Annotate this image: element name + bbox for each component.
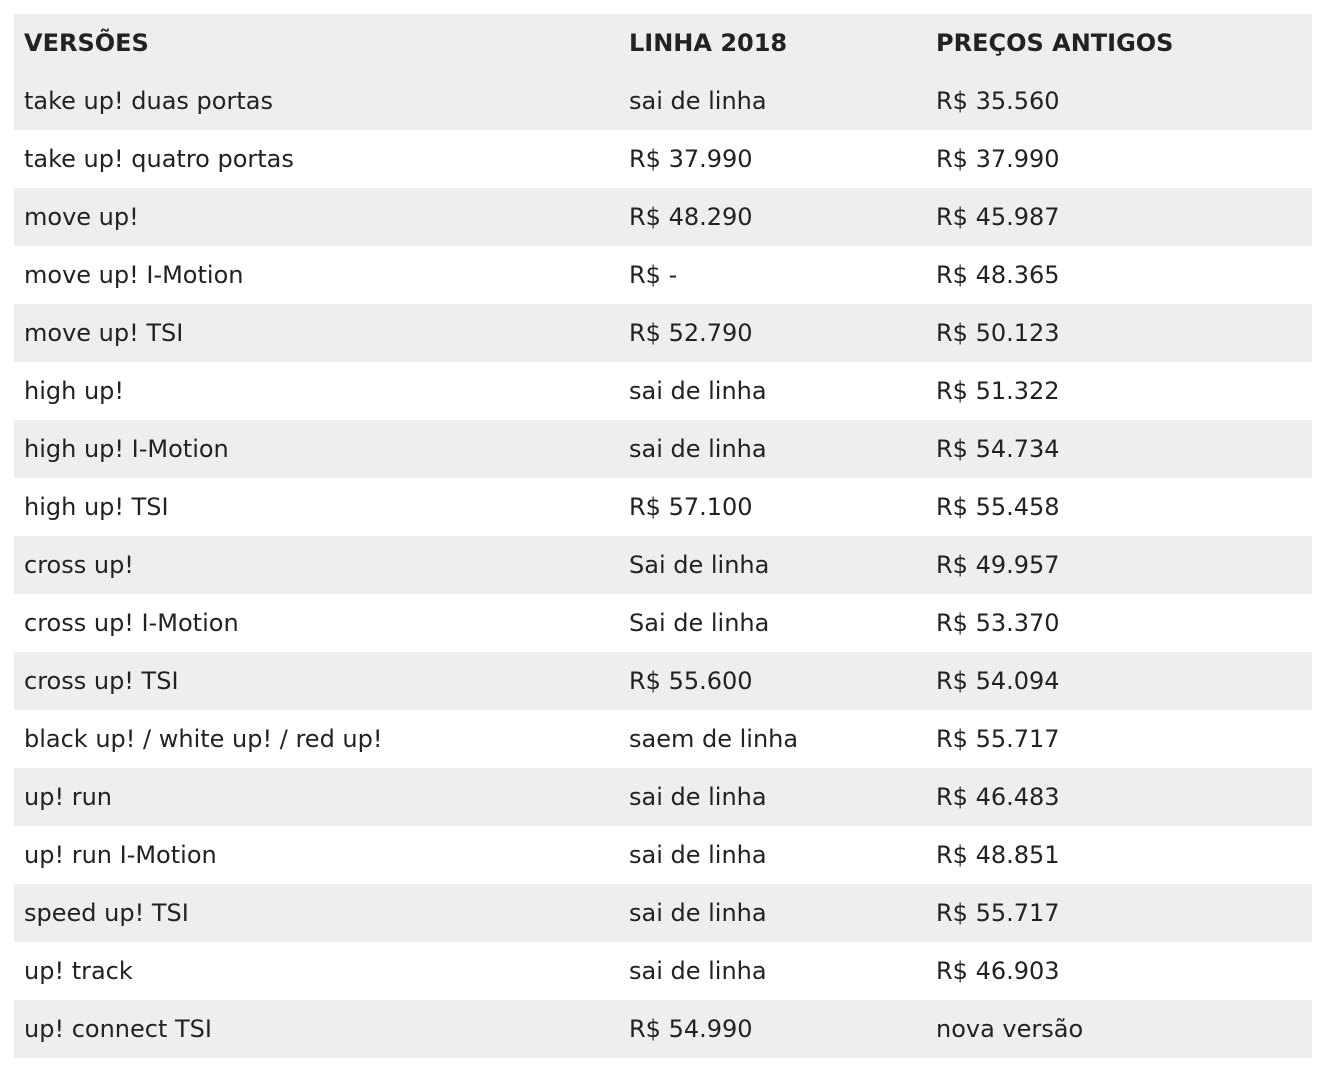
old-price-cell: R$ 50.123 — [936, 319, 1060, 347]
price-table — [14, 14, 1312, 1058]
old-price-cell: R$ 45.987 — [936, 203, 1060, 231]
table-row — [14, 942, 1312, 1000]
header-versoes: VERSÕES — [24, 29, 149, 57]
version-cell: speed up! TSI — [24, 899, 189, 927]
price-2018-cell: saem de linha — [629, 725, 799, 753]
table-row — [14, 246, 1312, 304]
version-cell: move up! TSI — [24, 319, 184, 347]
table-row — [14, 362, 1312, 420]
old-price-cell: R$ 35.560 — [936, 87, 1060, 115]
version-cell: move up! I-Motion — [24, 261, 244, 289]
version-cell: high up! I-Motion — [24, 435, 229, 463]
price-2018-cell: sai de linha — [629, 957, 767, 985]
version-cell: take up! quatro portas — [24, 145, 294, 173]
old-price-cell: R$ 55.717 — [936, 899, 1060, 927]
price-2018-cell: R$ 52.790 — [629, 319, 753, 347]
version-cell: take up! duas portas — [24, 87, 273, 115]
price-2018-cell: sai de linha — [629, 841, 767, 869]
table-row — [14, 652, 1312, 710]
table-row — [14, 304, 1312, 362]
version-cell: high up! — [24, 377, 125, 405]
table-row — [14, 188, 1312, 246]
price-2018-cell: R$ 55.600 — [629, 667, 753, 695]
version-cell: cross up! — [24, 551, 134, 579]
version-cell: move up! — [24, 203, 139, 231]
old-price-cell: R$ 54.094 — [936, 667, 1060, 695]
price-2018-cell: Sai de linha — [629, 551, 770, 579]
old-price-cell: nova versão — [936, 1015, 1084, 1043]
price-2018-cell: Sai de linha — [629, 609, 770, 637]
version-cell: up! run I-Motion — [24, 841, 217, 869]
version-cell: up! track — [24, 957, 133, 985]
price-2018-cell: R$ 37.990 — [629, 145, 753, 173]
table-row — [14, 710, 1312, 768]
old-price-cell: R$ 48.365 — [936, 261, 1060, 289]
old-price-cell: R$ 46.483 — [936, 783, 1060, 811]
header-row — [14, 14, 1312, 72]
old-price-cell: R$ 55.458 — [936, 493, 1060, 521]
version-cell: black up! / white up! / red up! — [24, 725, 383, 753]
table-row — [14, 884, 1312, 942]
table-row — [14, 826, 1312, 884]
old-price-cell: R$ 54.734 — [936, 435, 1060, 463]
table-row — [14, 594, 1312, 652]
table-row — [14, 420, 1312, 478]
table-body — [14, 72, 1312, 1058]
old-price-cell: R$ 55.717 — [936, 725, 1060, 753]
price-2018-cell: sai de linha — [629, 435, 767, 463]
old-price-cell: R$ 46.903 — [936, 957, 1060, 985]
price-2018-cell: R$ 54.990 — [629, 1015, 753, 1043]
header-precos-antigos: PREÇOS ANTIGOS — [936, 29, 1174, 57]
version-cell: high up! TSI — [24, 493, 169, 521]
price-2018-cell: sai de linha — [629, 783, 767, 811]
old-price-cell: R$ 53.370 — [936, 609, 1060, 637]
table-row — [14, 1000, 1312, 1058]
old-price-cell: R$ 49.957 — [936, 551, 1060, 579]
header-linha-2018: LINHA 2018 — [629, 29, 788, 57]
version-cell: cross up! TSI — [24, 667, 179, 695]
version-cell: up! run — [24, 783, 112, 811]
price-2018-cell: sai de linha — [629, 899, 767, 927]
table-row — [14, 536, 1312, 594]
table-row — [14, 478, 1312, 536]
table-row — [14, 72, 1312, 130]
version-cell: up! connect TSI — [24, 1015, 212, 1043]
price-2018-cell: R$ 48.290 — [629, 203, 753, 231]
old-price-cell: R$ 48.851 — [936, 841, 1060, 869]
table-header — [14, 14, 1312, 72]
old-price-cell: R$ 37.990 — [936, 145, 1060, 173]
price-2018-cell: sai de linha — [629, 377, 767, 405]
version-cell: cross up! I-Motion — [24, 609, 239, 637]
table-row — [14, 130, 1312, 188]
price-2018-cell: sai de linha — [629, 87, 767, 115]
table-row — [14, 768, 1312, 826]
old-price-cell: R$ 51.322 — [936, 377, 1060, 405]
price-2018-cell: R$ 57.100 — [629, 493, 753, 521]
price-2018-cell: R$ - — [629, 261, 678, 289]
